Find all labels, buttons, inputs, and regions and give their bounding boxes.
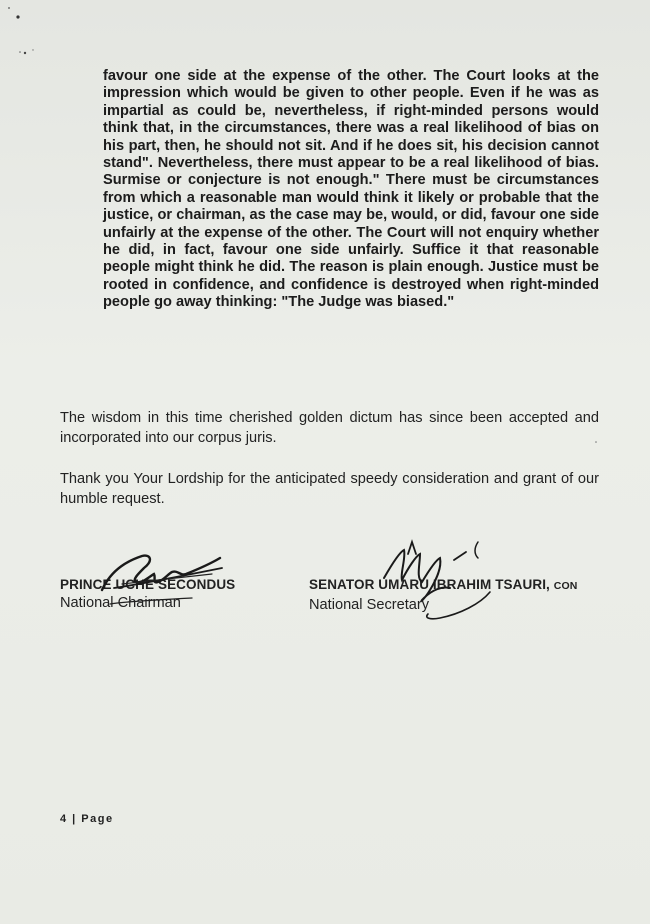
page-number: 4 | Page — [60, 813, 114, 825]
paragraph-corpus-juris: The wisdom in this time cherished golden dictum has since been accepted and incorporated into our corpus juris. — [60, 410, 599, 446]
paragraph-thanks: Thank you Your Lordship for the anticipated speedy consideration and grant of our humble request. — [60, 471, 599, 507]
chairman-name: PRINCE UCHE SECONDUS — [60, 577, 236, 592]
secretary-title: National Secretary — [309, 597, 430, 613]
secretary-honour: CON — [553, 580, 578, 592]
chairman-title: National Chairman — [60, 595, 181, 611]
secretary-name-line — [309, 575, 577, 596]
quoted-dictum: favour one side at the expense of the other. The Court looks at the impression which would be given to other people. Even if he was as impartial as could be, nevertheless, if right-minded persons would think that, in the circumstances, there was a real likelihood of bias on his part, then, he should not sit. And if he does sit, his decision cannot stand". Nevertheless, there must appear to be a real likelihood of bias. Surmise or conjecture is not enough." There must be circumstances from which a reasonable man would think it likely or probable that the justice, or chairman, as the case may be, would, or did, favour one side unfairly at the expense of the other. The Court will not enquiry whether he did, in fact, favour one side unfairly. Suffice it that reasonable people might think he did. The reason is plain enough. Justice must be rooted in confidence, and confidence is destroyed when right-minded people go away thinking: "The Judge was biased." — [103, 68, 599, 311]
signatory-secretary — [309, 575, 577, 615]
secretary-name: SENATOR UMARU IBRAHIM TSAURI, — [309, 577, 550, 592]
signatory-chairman — [60, 575, 235, 613]
